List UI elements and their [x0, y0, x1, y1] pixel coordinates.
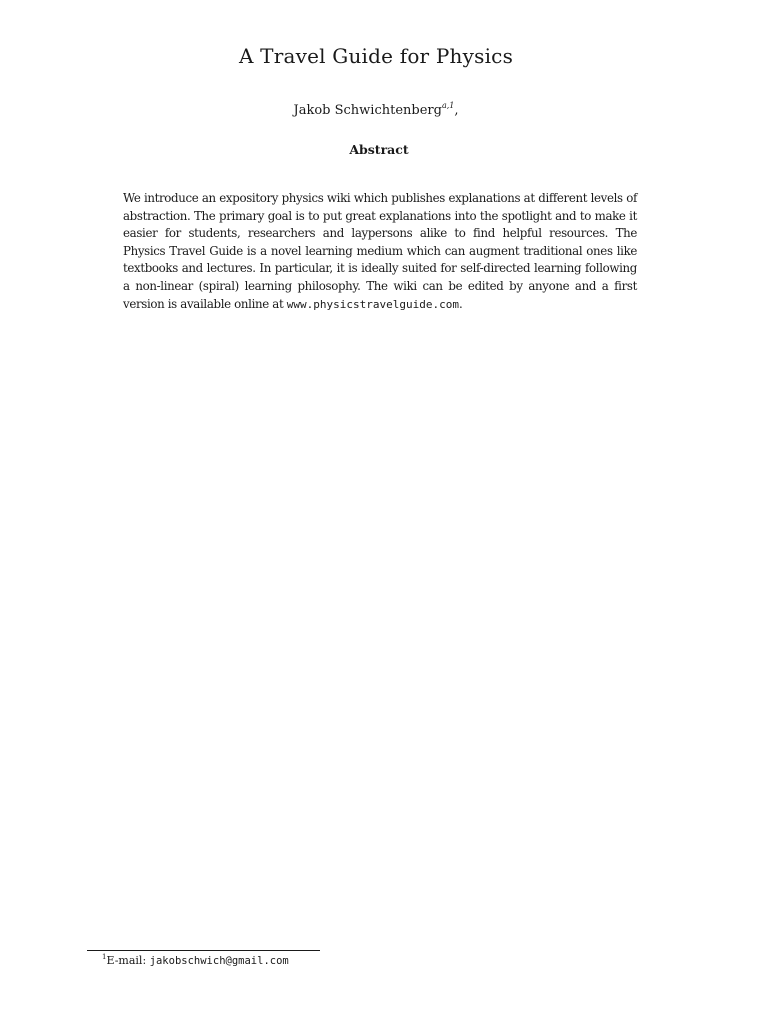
author-affiliation-marks: a,1	[441, 101, 455, 110]
author-line	[0, 103, 752, 118]
abstract-heading: Abstract	[349, 142, 409, 157]
abstract-text: We introduce an expository physics wiki which publishes explanations at different levels of abstraction. The primary goal is to put great explanations into the spotlight and to make it easier for students, researchers and laypersons alike to find helpful resources. The Physics Travel Guide is a novel learning medium which can augment traditional ones like textbooks and lectures. In particular, it is ideally suited for self-directed learning following a non-linear (spiral) learning philosophy. The wiki can be edited by anyone and a first version is available online at	[123, 191, 637, 311]
footnote	[102, 953, 289, 969]
footnote-label: E-mail:	[106, 954, 150, 967]
paper-title: A Travel Guide for Physics	[238, 44, 514, 68]
abstract-text-end: .	[458, 296, 463, 311]
abstract-url-link[interactable]: www.physicstravelguide.com	[286, 297, 459, 311]
footnote-mark: 1	[102, 953, 107, 961]
author-name: Jakob Schwichtenberg	[293, 103, 442, 118]
abstract-body	[123, 190, 637, 313]
footnote-email-link[interactable]: jakobschwich@gmail.com	[149, 955, 289, 967]
author-trailing-punctuation: ,	[454, 103, 459, 118]
footnote-rule	[87, 950, 320, 951]
